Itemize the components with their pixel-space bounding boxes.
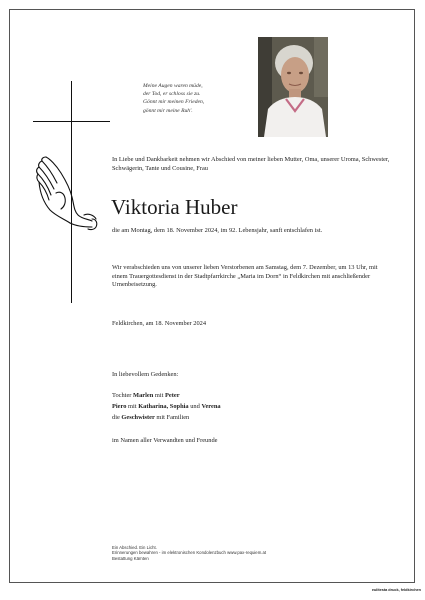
footer xyxy=(112,545,362,561)
family-name: Katharina, Sophia xyxy=(138,403,189,410)
cross-icon-horizontal xyxy=(33,121,110,122)
death-notice: die am Montag, dem 18. November 2024, im 92. Lebensjahr, sanft entschlafen ist. xyxy=(112,227,323,234)
family-joiner: mit xyxy=(154,392,164,399)
portrait-photo xyxy=(258,37,328,137)
family-row xyxy=(112,401,392,412)
printer-credit: eulitesta druck, feldkirchen xyxy=(371,588,421,592)
poem-line: gönnt mir meine Ruh'. xyxy=(143,107,193,114)
intro-text: In Liebe und Dankbarkeit nehmen wir Abschied von meiner lieben Mutter, Oma, unserer Uroma, Schwester, Schwägerin, Tante und Cousine, Frau xyxy=(112,156,390,172)
poem-line: Gönnt mir meinen Frieden, xyxy=(143,99,205,106)
gedenken-heading: In liebevollem Gedenken: xyxy=(112,371,179,378)
poem-line: der Tod, er schloss sie zu. xyxy=(143,91,201,98)
family-name: Marlen xyxy=(133,392,154,399)
family-name: Piero xyxy=(112,403,127,410)
deceased-name: Viktoria Huber xyxy=(111,195,238,219)
family-name: Geschwister xyxy=(121,414,155,421)
relatives-line: im Namen aller Verwandten und Freunde xyxy=(112,437,218,444)
family-row xyxy=(112,412,392,423)
family-row xyxy=(112,390,392,401)
praying-hands-icon xyxy=(34,153,102,233)
family-name: Verena xyxy=(201,403,221,410)
place-date: Feldkirchen, am 18. November 2024 xyxy=(112,320,207,327)
family-prefix: die xyxy=(112,414,120,421)
poem-line: Meine Augen waren müde, xyxy=(143,83,203,89)
family-joiner: und xyxy=(190,403,200,410)
family-list xyxy=(112,390,392,423)
family-name: Peter xyxy=(165,392,180,399)
family-joiner: mit xyxy=(128,403,137,410)
family-prefix: Tochter xyxy=(112,392,132,399)
family-suffix: mit Familien xyxy=(156,414,190,421)
memorial-poem xyxy=(143,82,243,115)
funeral-notice: Wir verabschieden uns von unserer lieben Verstorbenen am Samstag, dem 7. Dezember, um 13 Uhr, mit einem Trauergottesdienst in der Stadtpfarrkirche „Maria im Dorn“ in Feldkirchen mit anschließender Urnenbeisetzung. xyxy=(112,264,378,289)
footer-line: Ein Abschied. Ein Licht. xyxy=(112,545,157,550)
footer-line: Bestattung Kärnten xyxy=(112,555,149,561)
footer-line: Erinnerungen bewahren - im elektronischen Kondolenzbuch www.pax-requiem.at xyxy=(112,550,267,556)
